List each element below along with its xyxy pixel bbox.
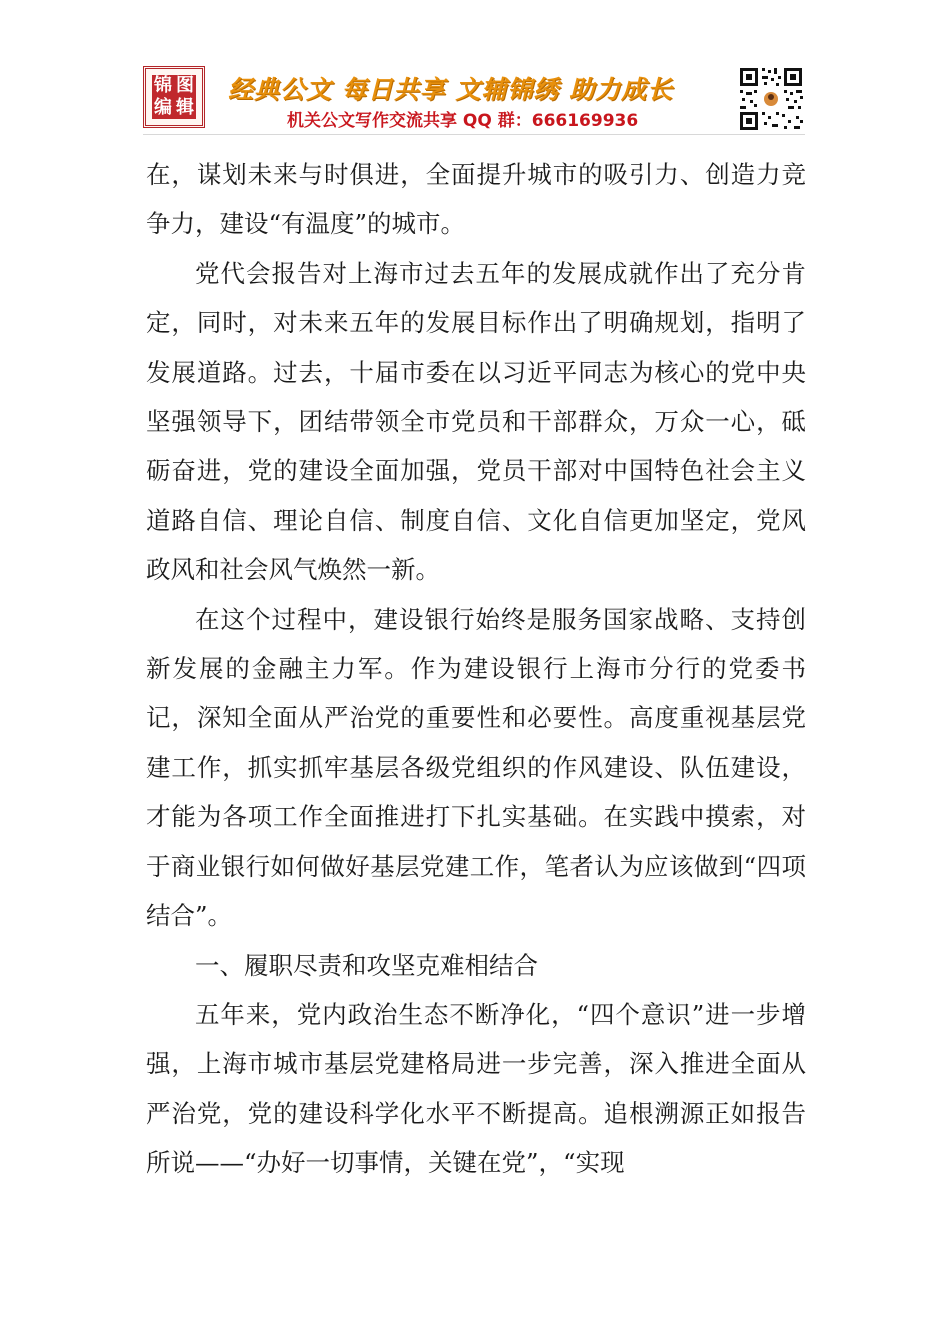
- brand-seal: [152, 75, 196, 119]
- logo-char-1: 锦: [154, 75, 172, 96]
- paragraph: 在这个过程中，建设银行始终是服务国家战略、支持创新发展的金融主力军。作为建设银行上海市分行的党委书记，深知全面从严治党的重要性和必要性。高度重视基层党建工作，抓实抓牢基层各级党组织的作风建设、队伍建设，才能为各项工作全面推进打下扎实基础。在实践中摸索，对于商业银行如何做好基层党建工作，笔者认为应该做到“四项结合”。: [146, 604, 806, 931]
- logo-char-4: 辑: [176, 97, 194, 118]
- logo-char-3: 编: [154, 97, 172, 118]
- qq-group-line: 机关公文写作交流共享 QQ 群：666169936: [287, 111, 639, 131]
- paragraph: 五年来，党内政治生态不断净化，“四个意识”进一步增强，上海市城市基层党建格局进一步完善，深入推进全面从严治党，党的建设科学化水平不断提高。追根溯源正如报告所说——“办好一切事情，关键在党”，“实现: [146, 999, 806, 1178]
- document-body: [146, 150, 806, 1188]
- header-slogan: 经典公文 每日共享 文辅锦绣 助力成长: [228, 75, 674, 104]
- header-divider: [143, 134, 805, 135]
- paragraph: 党代会报告对上海市过去五年的发展成就作出了充分肯定，同时，对未来五年的发展目标作出了明确规划，指明了发展道路。过去，十届市委在以习近平同志为核心的党中央坚强领导下，团结带领全市党员和干部群众，万众一心，砥砺奋进，党的建设全面加强，党员干部对中国特色社会主义道路自信、理论自信、制度自信、文化自信更加坚定，党风政风和社会风气焕然一新。: [146, 258, 806, 585]
- logo-char-2: 图: [176, 75, 194, 96]
- brand-logo: [143, 66, 205, 128]
- qr-code-icon: [738, 66, 804, 132]
- section-heading: 一、履职尽责和攻坚克难相结合: [195, 950, 538, 980]
- page-header: [0, 0, 950, 140]
- paragraph-continuation: 在，谋划未来与时俱进，全面提升城市的吸引力、创造力竞争力，建设“有温度”的城市。: [146, 160, 806, 239]
